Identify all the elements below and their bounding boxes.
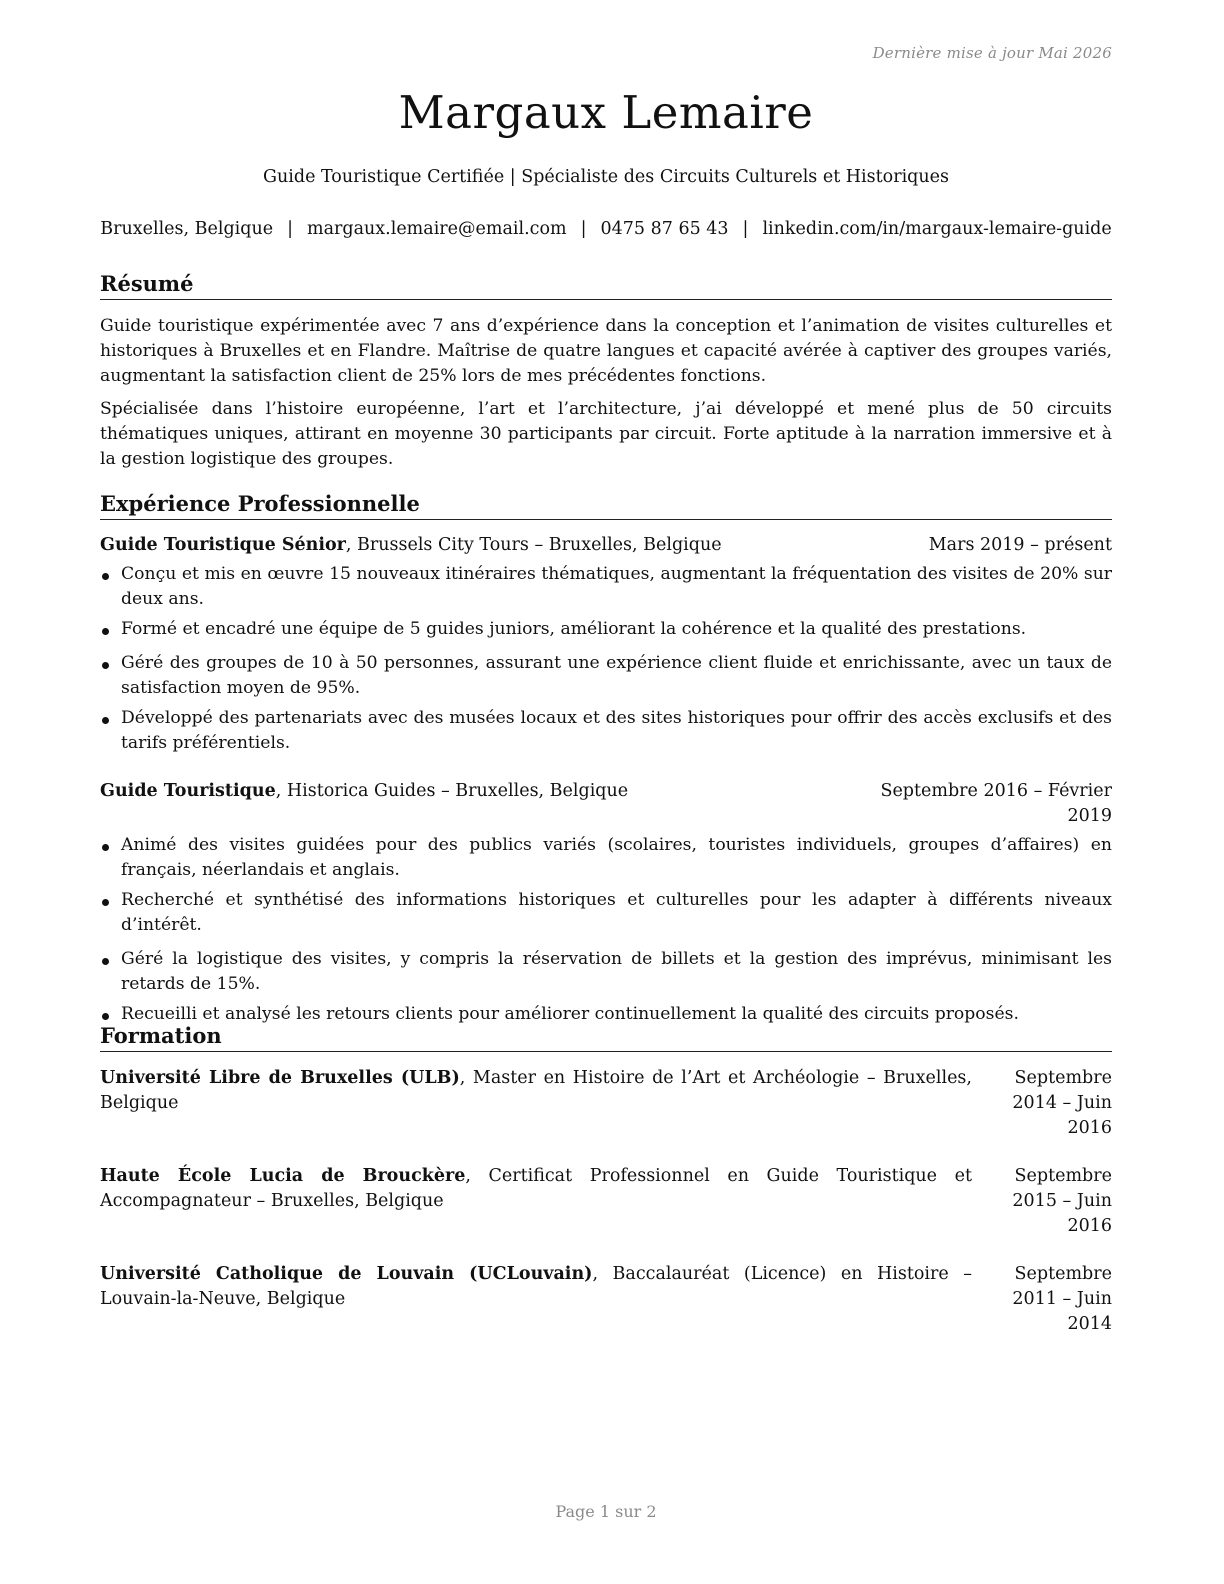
job-dates: Mars 2019 – présent	[928, 535, 1112, 555]
experience-section	[100, 490, 1112, 1027]
education-dates: Septembre 2011 – Juin 2014	[1012, 1264, 1112, 1334]
education-details: , Master en Histoire de l’Art et Archéologie – Bruxelles, Belgique	[100, 1068, 972, 1113]
list-item: Géré des groupes de 10 à 50 personnes, assurant une expérience client fluide et enrichissante, avec un taux de satisfaction moyen de 95%.	[100, 651, 1112, 701]
job-bullet-list	[100, 833, 1112, 1027]
bullet-icon	[102, 628, 109, 635]
summary-paragraph: Spécialisée dans l’histoire européenne, l’art et l’architecture, j’ai développé et mené plus de 50 circuits thématiques uniques, attirant en moyenne 30 participants par circuit. Forte aptitude à la narration immersive et à la gestion logistique des groupes.	[100, 399, 1112, 469]
list-item: Animé des visites guidées pour des publics variés (scolaires, touristes individuels, groupes d’affaires) en français, néerlandais et anglais.	[100, 833, 1112, 883]
contact-separator: |	[742, 219, 749, 239]
summary-section	[100, 270, 1112, 472]
section-title-experience: Expérience Professionnelle	[100, 490, 1112, 520]
job-entry	[100, 779, 1112, 1027]
education-details: , Baccalauréat (Licence) en Histoire – Louvain-la-Neuve, Belgique	[100, 1264, 972, 1309]
bullet-icon	[102, 958, 109, 965]
bullet-icon	[102, 844, 109, 851]
job-details: , Historica Guides – Bruxelles, Belgique	[275, 781, 629, 801]
job-role: Guide Touristique Sénior	[100, 535, 346, 555]
list-item: Recueilli et analysé les retours clients pour améliorer continuellement la qualité des circuits proposés.	[100, 1002, 1112, 1027]
job-bullet-list	[100, 562, 1112, 756]
education-section	[100, 1022, 1112, 1337]
list-item: Développé des partenariats avec des musées locaux et des sites historiques pour offrir des accès exclusifs et des tarifs préférentiels.	[100, 706, 1112, 756]
bullet-icon	[102, 1013, 109, 1020]
contact-separator: |	[287, 219, 293, 239]
education-dates: Septembre 2015 – Juin 2016	[1012, 1166, 1112, 1236]
bullet-icon	[102, 899, 109, 906]
candidate-name: Margaux Lemaire	[398, 86, 814, 139]
job-entry	[100, 533, 1112, 756]
education-school: Université Catholique de Louvain (UCLouvain)	[100, 1264, 593, 1284]
education-entry	[100, 1262, 1112, 1337]
education-details: , Certificat Professionnel en Guide Touristique et Accompagnateur – Bruxelles, Belgique	[100, 1166, 972, 1211]
education-entry	[100, 1164, 1112, 1239]
list-item: Conçu et mis en œuvre 15 nouveaux itinéraires thématiques, augmentant la fréquentation des visites de 20% sur deux ans.	[100, 562, 1112, 612]
contact-separator: |	[580, 219, 587, 239]
contact-location: Bruxelles, Belgique	[100, 219, 274, 239]
last-updated-date: Dernière mise à jour Mai 2026	[872, 44, 1112, 62]
contact-line	[100, 219, 1112, 239]
list-item: Formé et encadré une équipe de 5 guides juniors, améliorant la cohérence et la qualité des prestations.	[100, 617, 1112, 642]
education-school: Haute École Lucia de Brouckère	[100, 1166, 466, 1186]
education-entry	[100, 1066, 1112, 1141]
job-header	[100, 779, 1112, 829]
list-item: Recherché et synthétisé des informations historiques et culturelles pour les adapter à différents niveaux d’intérêt.	[100, 888, 1112, 938]
tagline: Guide Touristique Certifiée | Spécialiste des Circuits Culturels et Historiques	[263, 167, 949, 187]
list-item: Géré la logistique des visites, y compris la réservation de billets et la gestion des imprévus, minimisant les retards de 15%.	[100, 947, 1112, 997]
bullet-icon	[102, 662, 109, 669]
contact-email[interactable]: margaux.lemaire@email.com	[307, 219, 567, 239]
education-school: Université Libre de Bruxelles (ULB)	[100, 1068, 460, 1088]
section-title-summary: Résumé	[100, 270, 1112, 300]
resume-page	[100, 0, 1112, 1584]
job-details: , Brussels City Tours – Bruxelles, Belgique	[345, 535, 722, 555]
page-number: Page 1 sur 2	[555, 1502, 657, 1521]
education-dates: Septembre 2014 – Juin 2016	[1012, 1068, 1112, 1138]
contact-linkedin[interactable]: linkedin.com/in/margaux-lemaire-guide	[762, 219, 1112, 239]
bullet-icon	[102, 717, 109, 724]
bullet-icon	[102, 573, 109, 580]
section-title-education: Formation	[100, 1022, 1112, 1052]
summary-paragraph: Guide touristique expérimentée avec 7 ans d’expérience dans la conception et l’animation de visites culturelles et historiques à Bruxelles et en Flandre. Maîtrise de quatre langues et capacité avérée à captiver des groupes variés, augmentant la satisfaction client de 25% lors de mes précédentes fonctions.	[100, 316, 1112, 386]
job-role: Guide Touristique	[100, 781, 276, 801]
job-header	[100, 533, 1112, 558]
contact-phone[interactable]: 0475 87 65 43	[600, 219, 729, 239]
job-dates: Septembre 2016 – Février 2019	[880, 781, 1112, 826]
